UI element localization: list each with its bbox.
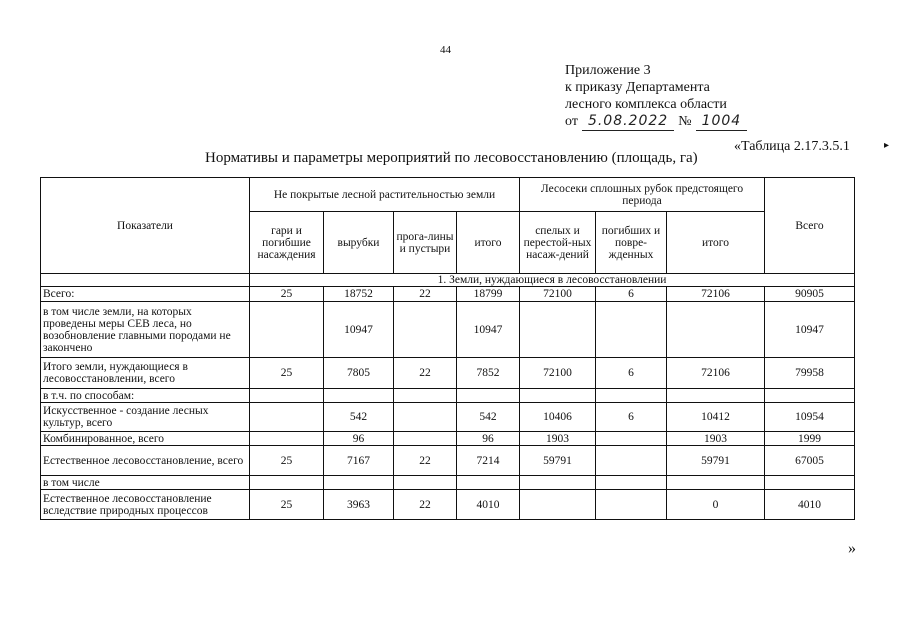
cell: 6: [596, 287, 667, 302]
cell: [250, 403, 324, 432]
cell: 59791: [520, 446, 596, 476]
appendix-block: [565, 62, 747, 131]
row-label: Искусственное - создание лесных культур, всего: [41, 403, 250, 432]
cell: 25: [250, 287, 324, 302]
cell: [765, 476, 855, 490]
cell: [394, 302, 457, 358]
cell: 72106: [667, 287, 765, 302]
cell: [250, 476, 324, 490]
appendix-line1: Приложение 3: [565, 63, 651, 78]
appendix-line3: лесного комплекса области: [565, 97, 727, 112]
cell: 25: [250, 358, 324, 389]
cell: 67005: [765, 446, 855, 476]
cell: 6: [596, 403, 667, 432]
table-row: [41, 432, 855, 446]
header-damaged: погибших и повре-жденных: [596, 212, 667, 274]
header-group-cutting-areas: Лесосеки сплошных рубок предстоящего периода: [520, 178, 765, 212]
cell: [250, 302, 324, 358]
cell: 72100: [520, 287, 596, 302]
cell: 10406: [520, 403, 596, 432]
row-label: Итого земли, нуждающиеся в лесовосстановлении, всего: [41, 358, 250, 389]
cell: [394, 432, 457, 446]
header-glades: прога-лины и пустыри: [394, 212, 457, 274]
cell: 7214: [457, 446, 520, 476]
cell: 6: [596, 358, 667, 389]
cell: [520, 389, 596, 403]
cell: 79958: [765, 358, 855, 389]
table-row: [41, 403, 855, 432]
cell: 59791: [667, 446, 765, 476]
cell: [667, 389, 765, 403]
page-number: 44: [440, 44, 451, 56]
cell: [250, 432, 324, 446]
cell: 7852: [457, 358, 520, 389]
table-row: [41, 446, 855, 476]
closing-quote: »: [848, 540, 856, 557]
cell: [596, 446, 667, 476]
cell: 22: [394, 287, 457, 302]
header-clearings: вырубки: [324, 212, 394, 274]
cell: [457, 476, 520, 490]
cell: 90905: [765, 287, 855, 302]
cell: 10954: [765, 403, 855, 432]
row-label: в т.ч. по способам:: [41, 389, 250, 403]
cell: 1999: [765, 432, 855, 446]
cell: [667, 476, 765, 490]
table-row: [41, 490, 855, 520]
row-label: в том числе: [41, 476, 250, 490]
header-group-uncovered: Не покрытые лесной растительностью земли: [250, 178, 520, 212]
cell: 1903: [520, 432, 596, 446]
handwritten-date: 5.08.2022: [582, 113, 674, 131]
table-row: [41, 287, 855, 302]
number-sign: №: [678, 114, 692, 129]
row-label: Комбинированное, всего: [41, 432, 250, 446]
cell: 18752: [324, 287, 394, 302]
cell: [596, 490, 667, 520]
reforestation-table: [40, 177, 855, 520]
row-label: Всего:: [41, 287, 250, 302]
header-mature: спелых и перестой-ных насаж-дений: [520, 212, 596, 274]
row-label: Естественное лесовосстановление, всего: [41, 446, 250, 476]
row-label: в том числе земли, на которых проведены меры СЕВ леса, но возобновление главными породами не закончено: [41, 302, 250, 358]
order-line: [565, 113, 747, 131]
cell: [394, 476, 457, 490]
header-burns: гари и погибшие насаждения: [250, 212, 324, 274]
cell: [596, 302, 667, 358]
table-row: [41, 358, 855, 389]
cell: [596, 476, 667, 490]
date-prefix: от: [565, 114, 578, 129]
handwritten-number: 1004: [696, 113, 748, 131]
cell: 22: [394, 358, 457, 389]
cell: [765, 389, 855, 403]
stray-mark-icon: ▸: [884, 140, 890, 151]
cell: 72100: [520, 358, 596, 389]
header-subtotal-2: итого: [667, 212, 765, 274]
cell: 25: [250, 446, 324, 476]
cell: 22: [394, 446, 457, 476]
cell: 10947: [324, 302, 394, 358]
cell: 96: [324, 432, 394, 446]
cell: 7805: [324, 358, 394, 389]
cell: 542: [324, 403, 394, 432]
section-heading: 1. Земли, нуждающиеся в лесовосстановлении: [250, 274, 855, 287]
cell: 22: [394, 490, 457, 520]
cell: 10412: [667, 403, 765, 432]
cell: 1903: [667, 432, 765, 446]
cell: [596, 389, 667, 403]
cell: 10947: [765, 302, 855, 358]
cell: [457, 389, 520, 403]
cell: [596, 432, 667, 446]
cell: [667, 302, 765, 358]
cell: 0: [667, 490, 765, 520]
cell: 25: [250, 490, 324, 520]
cell: 4010: [457, 490, 520, 520]
document-title: Нормативы и параметры мероприятий по лесовосстановлению (площадь, га): [205, 150, 698, 166]
cell: [250, 389, 324, 403]
cell: [520, 302, 596, 358]
cell: 72106: [667, 358, 765, 389]
header-indicators: Показатели: [41, 178, 250, 274]
table-row: [41, 476, 855, 490]
table-row: [41, 302, 855, 358]
cell: 4010: [765, 490, 855, 520]
cell: 3963: [324, 490, 394, 520]
row-label: Естественное лесовосстановление вследствие природных процессов: [41, 490, 250, 520]
header-subtotal-1: итого: [457, 212, 520, 274]
appendix-line2: к приказу Департамента: [565, 80, 710, 95]
cell: 96: [457, 432, 520, 446]
cell: [394, 389, 457, 403]
table-label: «Таблица 2.17.3.5.1: [734, 139, 850, 154]
cell: 542: [457, 403, 520, 432]
header-total: Всего: [765, 178, 855, 274]
cell: 7167: [324, 446, 394, 476]
cell: [520, 490, 596, 520]
cell: [520, 476, 596, 490]
table-row: [41, 389, 855, 403]
cell: [324, 476, 394, 490]
cell: [324, 389, 394, 403]
cell: [394, 403, 457, 432]
cell: 18799: [457, 287, 520, 302]
cell: 10947: [457, 302, 520, 358]
